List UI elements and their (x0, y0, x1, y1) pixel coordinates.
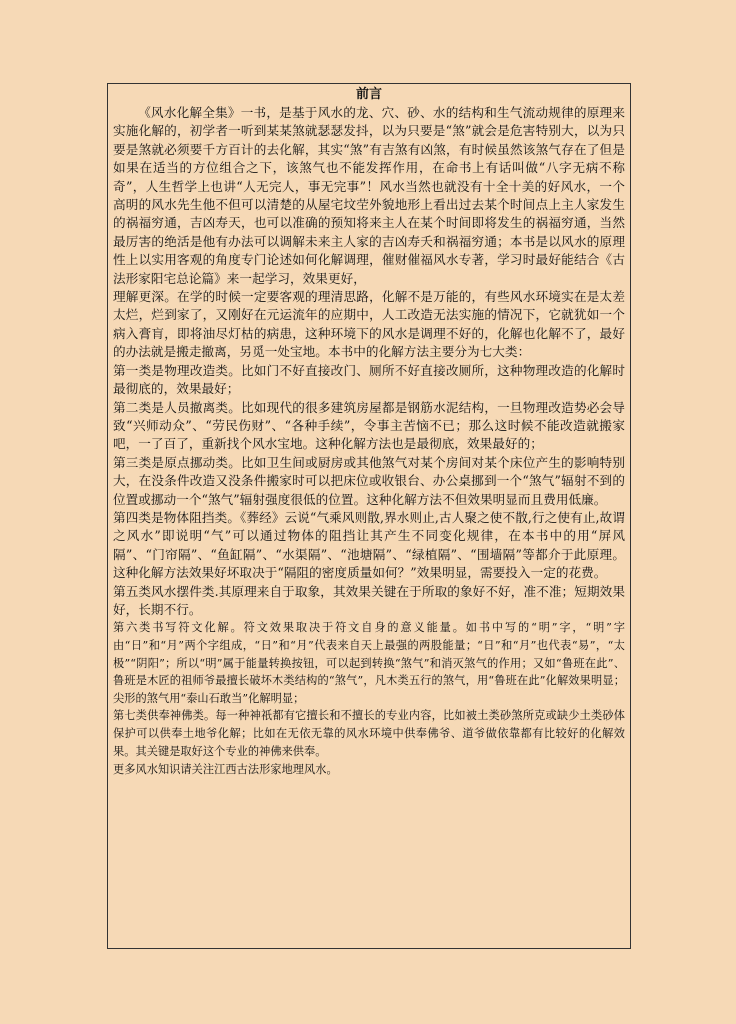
paragraph-type-3: 第三类是原点挪动类。比如卫生间或厨房或其他煞气对某个房间对某个床位产生的影响特别大，在没条件改造又没条件搬家时可以把床位或收银台、办公桌挪到一个“煞气”辐射不到的位置或挪动一个“煞气”辐射强度很低的位置。这种化解方法不但效果明显而且费用低廉。 (113, 454, 625, 507)
paragraph-type-2: 第二类是人员撤离类。比如现代的很多建筑房屋都是钢筋水泥结构，一旦物理改造势必会导致“兴师动众”、“劳民伤财”、“各种手续”，令事主苦恼不已；那么这时候不能改造就搬家吧，一了百了，重新找个风水宝地。这种化解方法也是最彻底，效果最好的； (113, 399, 625, 452)
paragraph-type-1: 第一类是物理改造类。比如门不好直接改门、厕所不好直接改厕所，这种物理改造的化解时最彻底的，效果最好； (113, 362, 625, 397)
paragraph-type-6: 第六类书写符文化解。符文效果取决于符文自身的意义能量。如书中写的“明”字，“明”字由“日”和“月”两个字组成，“日”和“月”代表来自天上最强的两股能量；“日”和“月”也代表“易”，“太极”“阴阳”；所以“明”属于能量转换按钮，可以起到转换“煞气”和消灭煞气的作用；又如“鲁班在此”、鲁班是木匠的祖师爷最擅长破坏木类结构的“煞气”，凡木类五行的煞气，用“鲁班在此”化解效果明显；尖形的煞气用“泰山石敢当”化解明显； (113, 621, 625, 705)
paragraph-type-5: 第五类风水摆件类.其原理来自于取象，其效果关键在于所取的象好不好，准不准；短期效果好，长期不行。 (113, 583, 625, 617)
paragraph-footer-note: 更多风水知识请关注江西古法形家地理风水。 (113, 763, 338, 777)
paragraph-intro: 《风水化解全集》一书，是基于风水的龙、穴、砂、水的结构和生气流动规律的原理来实施化解的，初学者一听到某某煞就瑟瑟发抖，以为只要是“煞”就会是危害特别大，以为只要是煞就必须要千方百计的去化解，其实“煞”有吉煞有凶煞，有时候虽然该煞气存在了但是如果在适当的方位组合之下，该煞气也不能发挥作用，在命书上有话叫做“八字无病不称奇”，人生哲学上也讲“人无完人，事无完事”！风水当然也就没有十全十美的好风水，一个高明的风水先生他不但可以清楚的从屋宅坟茔外貌地形上看出过去某个时间点上主人家发生的祸福穷通，吉凶寿天，也可以准确的预知将来主人在某个时间即将发生的祸福穷通，当然最厉害的绝活是他有办法可以调解未来主人家的吉凶寿夭和祸福穷通；本书是以风水的原理性上以实用客观的角度专门论述如何化解调理，催财催福风水专著，学习时最好能结合《古法形家阳宅总论篇》来一起学习，效果更好， (113, 105, 625, 286)
preface-box (107, 83, 631, 949)
paragraph-type-4: 第四类是物体阻挡类。《葬经》云说“气乘风则散,界水则止,古人聚之使不散,行之使有止,故谓之风水”即说明“气”可以通过物体的阻挡让其产生不同变化规律，在本书中的用“屏风隔”、“门帘隔”、“鱼缸隔”、“水渠隔”、“池塘隔”、“绿植隔”、“围墙隔”等都介于此原理。这种化解方法效果好坏取决于“隔阻的密度质量如何？”效果明显，需要投入一定的花费。 (113, 509, 625, 581)
paragraph-understanding: 理解更深。在学的时候一定要客观的理清思路，化解不是万能的，有些风水环境实在是太差太烂，烂到家了，又刚好在元运流年的应期中，人工改造无法实施的情况下，它就犹如一个病入膏肓，即将油尽灯枯的病患，这种环境下的风水是调理不好的，化解也化解不了，最好的办法就是搬走撤离，另觅一处宝地。本书中的化解方法主要分为七大类： (113, 289, 625, 360)
paragraph-type-7: 第七类供奉神佛类。每一种神祇都有它擅长和不擅长的专业内容，比如被土类砂煞所克或缺少土类砂体保护可以供奉土地爷化解；比如在无依无靠的风水环境中供奉佛爷、道爷做依靠都有比较好的化解效果。其关键是取好这个专业的神佛来供奉。 (113, 709, 625, 758)
page-title: 前言 (355, 87, 382, 102)
